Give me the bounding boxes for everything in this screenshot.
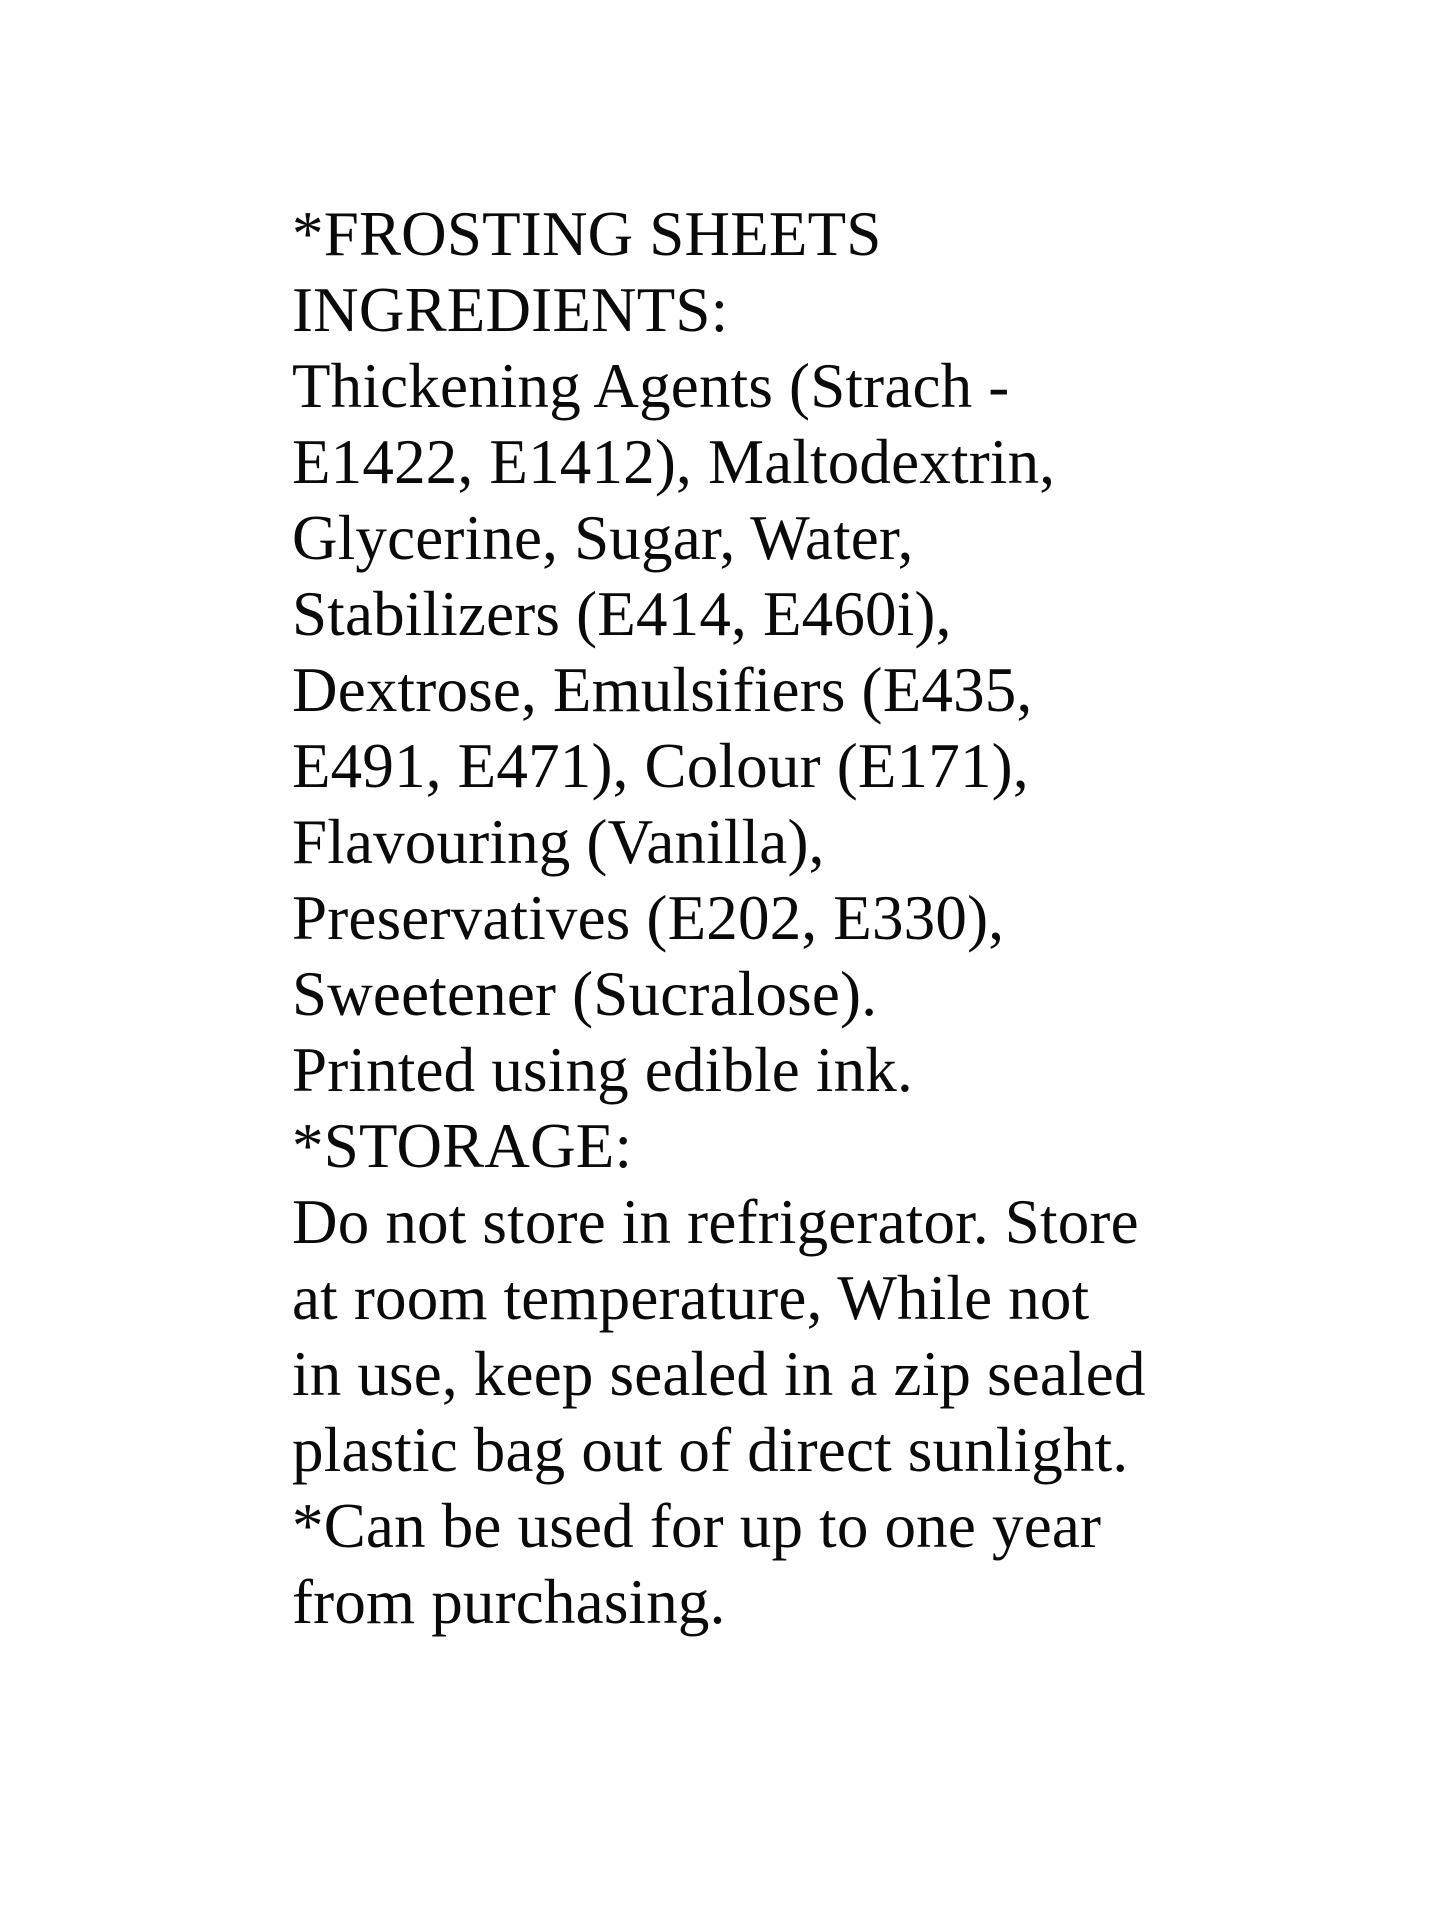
ingredients-body-line-2: E1422, E1412), Maltodextrin,: [292, 427, 1056, 497]
ingredients-body-line-4: Stabilizers (E414, E460i),: [292, 579, 952, 649]
ingredients-body-line-8: Preservatives (E202, E330),: [292, 883, 1005, 953]
ingredients-body-line-7: Flavouring (Vanilla),: [292, 807, 825, 877]
ingredients-body-line-6: E491, E471), Colour (E171),: [292, 731, 1029, 801]
product-label-text-block: [292, 196, 1242, 1640]
ingredients-heading-line-1: *FROSTING SHEETS: [292, 199, 882, 269]
ingredients-body-line-5: Dextrose, Emulsifiers (E435,: [292, 655, 1033, 725]
storage-body-line-1: Do not store in refrigerator. Store: [292, 1187, 1139, 1257]
storage-body-line-2: at room temperature, While not: [292, 1263, 1090, 1333]
ingredients-body-line-10: Printed using edible ink.: [292, 1035, 913, 1105]
ingredients-body-line-1: Thickening Agents (Strach -: [292, 351, 1010, 421]
storage-body-line-3: in use, keep sealed in a zip sealed: [292, 1339, 1146, 1409]
ingredients-body-line-3: Glycerine, Sugar, Water,: [292, 503, 914, 573]
ingredients-heading-line-2: INGREDIENTS:: [292, 275, 729, 345]
storage-body-line-5: *Can be used for up to one year: [292, 1491, 1102, 1561]
storage-body-line-4: plastic bag out of direct sunlight.: [292, 1415, 1129, 1485]
storage-body-line-6: from purchasing.: [292, 1567, 726, 1637]
ingredients-body-line-9: Sweetener (Sucralose).: [292, 959, 878, 1029]
storage-heading-line-1: *STORAGE:: [292, 1111, 633, 1181]
